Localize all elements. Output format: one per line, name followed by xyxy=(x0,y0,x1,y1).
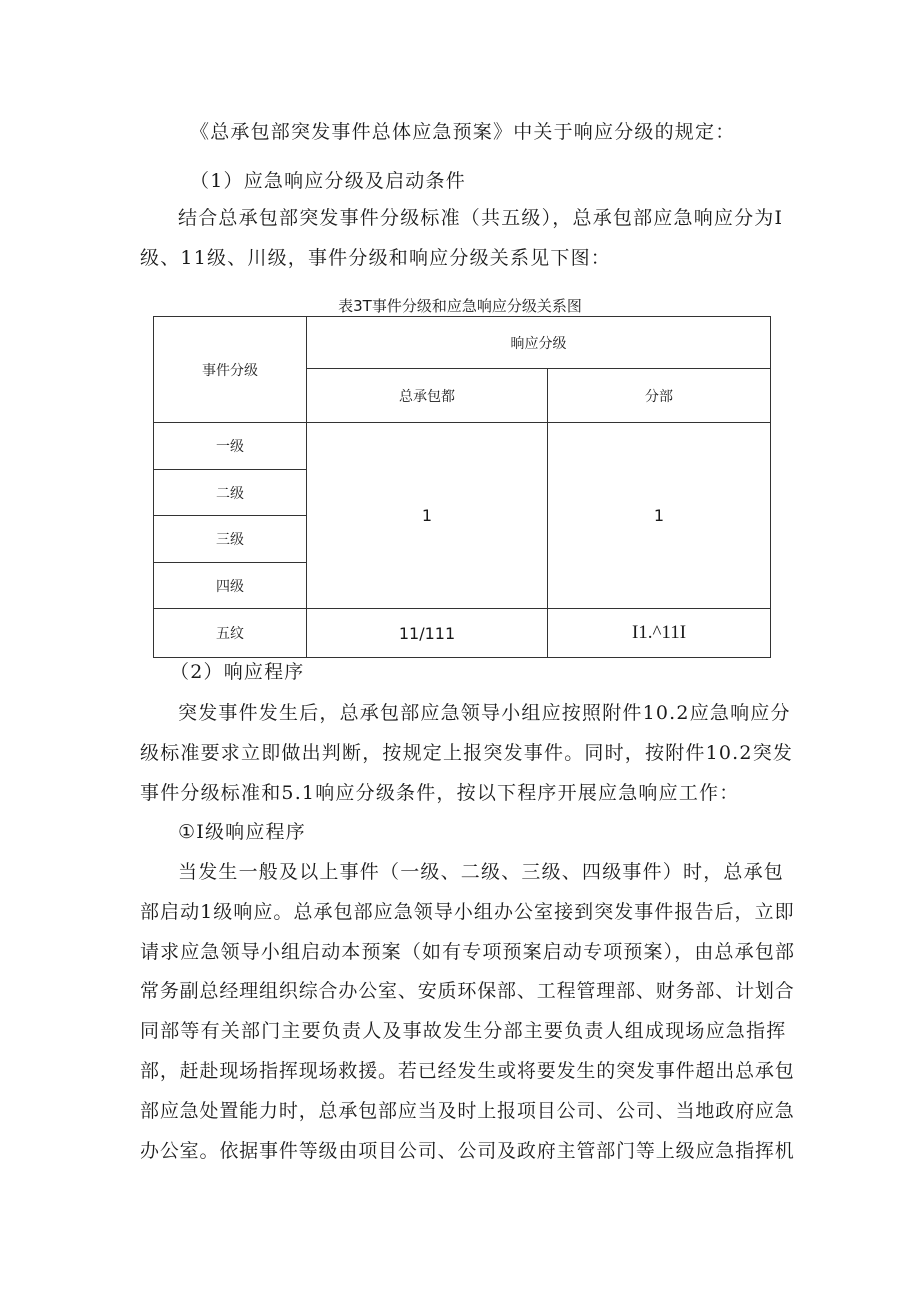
section-heading-2: （2）响应程序 xyxy=(170,661,305,683)
header-general-contractor: 总承包都 xyxy=(307,369,548,423)
intro-line: 《总承包部突发事件总体应急预案》中关于响应分级的规定： xyxy=(190,121,736,143)
header-branch: 分部 xyxy=(548,369,771,423)
merged-hq-response: 1 xyxy=(307,423,548,609)
paragraph-2-line-1: 突发事件发生后，总承包部应急领导小组应按照附件10.2应急响应分 xyxy=(178,702,791,724)
table-caption: 表3T事件分级和应急响应分级关系图 xyxy=(338,297,582,315)
row-label-level-1: 一级 xyxy=(154,423,307,470)
merged-branch-response: 1 xyxy=(548,423,771,609)
paragraph-1-line-1: 结合总承包部突发事件分级标准（共五级），总承包部应急响应分为I xyxy=(178,207,784,229)
paragraph-3-line-6: 部，赶赴现场指挥现场救援。若已经发生或将要发生的突发事件超出总承包 xyxy=(140,1060,795,1082)
paragraph-3-line-7: 部应急处置能力时，总承包部应当及时上报项目公司、公司、当地政府应急 xyxy=(140,1100,795,1122)
paragraph-3-line-5: 同部等有关部门主要负责人及事故发生分部主要负责人组成现场应急指挥 xyxy=(140,1020,787,1042)
header-response-level: 晌应分级 xyxy=(307,317,771,369)
section-heading-3: ①I级响应程序 xyxy=(178,821,306,843)
paragraph-2-line-3: 事件分级标准和5.1响应分级条件，按以下程序开展应急响应工作： xyxy=(140,782,740,804)
row-label-level-4: 四级 xyxy=(154,563,307,609)
section-heading-1: （1）应急响应分级及启动条件 xyxy=(190,170,466,192)
row-label-level-3: 三级 xyxy=(154,516,307,563)
paragraph-3-line-8: 办公室。依据事件等级由项目公司、公司及政府主管部门等上级应急指挥机 xyxy=(140,1140,795,1162)
paragraph-2-line-2: 级标准要求立即做出判断，按规定上报突发事件。同时，按附件10.2突发 xyxy=(140,742,794,764)
header-event-level: 事件分级 xyxy=(154,317,307,423)
paragraph-3-line-4: 常务副总经理组织综合办公室、安质环保部、工程管理部、财务部、计划合 xyxy=(140,980,795,1002)
level-5-branch-response: I1.^11I xyxy=(548,609,771,658)
paragraph-3-line-2: 部启动1级响应。总承包部应急领导小组办公室接到突发事件报告后，立即 xyxy=(140,901,795,923)
paragraph-3-line-3: 请求应急领导小组启动本预案（如有专项预案启动专项预案），由总承包部 xyxy=(140,941,796,963)
event-response-table xyxy=(153,316,771,658)
row-label-level-2: 二级 xyxy=(154,470,307,516)
row-label-level-5: 五纹 xyxy=(154,609,307,658)
paragraph-1-line-2: 级、11级、川级，事件分级和响应分级关系见下图： xyxy=(140,247,611,269)
paragraph-3-line-1: 当发生一般及以上事件（一级、二级、三级、四级事件）时，总承包 xyxy=(178,861,785,883)
level-5-hq-response: 11/111 xyxy=(307,609,548,658)
